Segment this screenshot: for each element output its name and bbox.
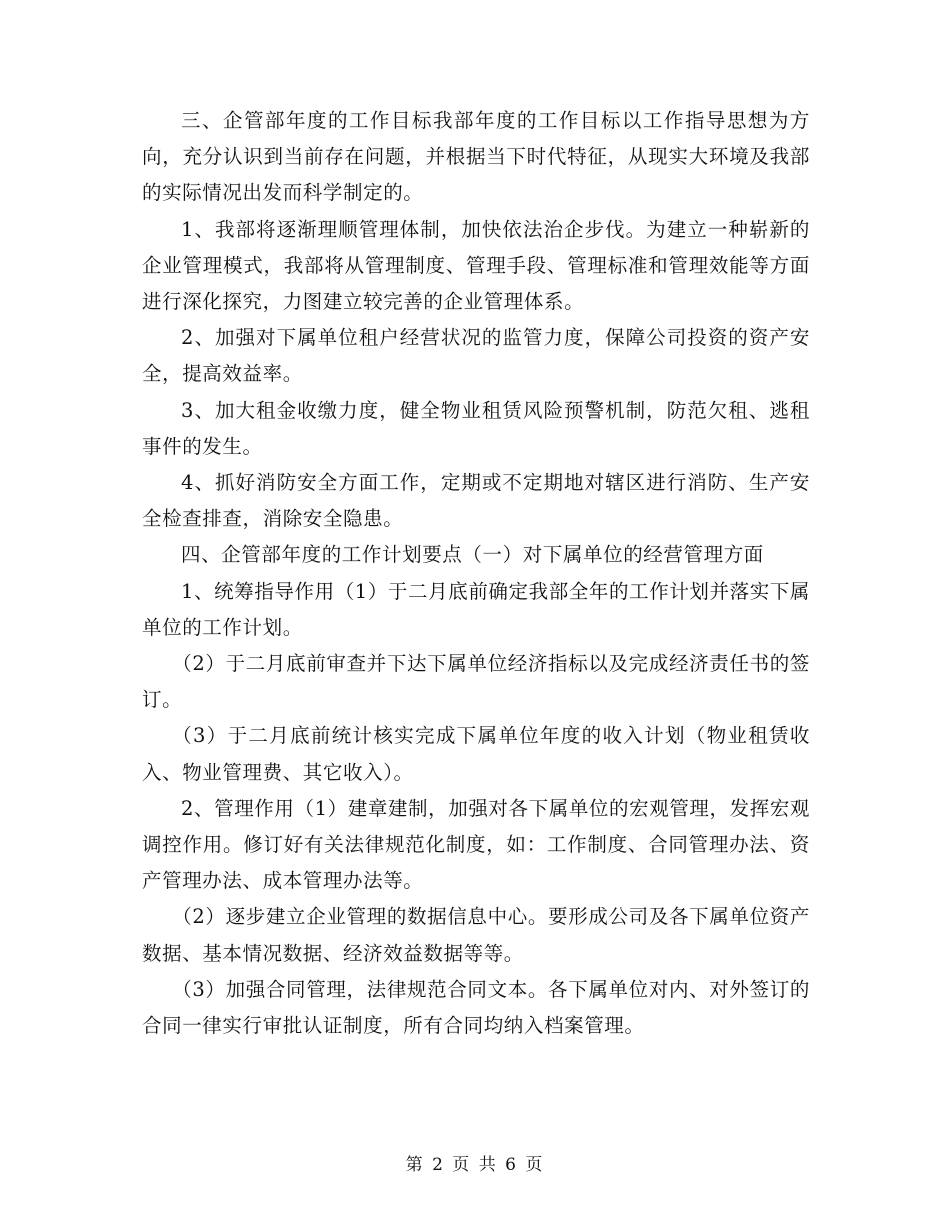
paragraph-goal-4: 4、抓好消防安全方面工作，定期或不定期地对辖区进行消防、生产安全检查排查，消除安全隐患。 [142,471,810,531]
page-number-footer: 第 2 页 共 6 页 [405,1155,545,1175]
paragraph-section-4-plan: 四、企管部年度的工作计划要点（一）对下属单位的经营管理方面 [181,543,764,567]
paragraph-plan-2-3: （3）加强合同管理，法律规范合同文本。各下属单位对内、对外签订的合同一律实行审批认证制度，所有合同均纳入档案管理。 [142,977,810,1038]
paragraph-plan-1-3: （3）于二月底前统计核实完成下属单位年度的收入计划（物业租赁收入、物业管理费、其它收入）。 [142,724,810,784]
document-body [142,103,810,1044]
paragraph-plan-2-2: （2）逐步建立企业管理的数据信息中心。要形成公司及各下属单位资产数据、基本情况数据、经济效益数据等等。 [142,905,810,965]
paragraph-section-3-goals: 三、企管部年度的工作目标我部年度的工作目标以工作指导思想为方向，充分认识到当前存在问题，并根据当下时代特征，从现实大环境及我部的实际情况出发而科学制定的。 [142,109,810,205]
paragraph-goal-1: 1、我部将逐渐理顺管理体制，加快依法治企步伐。为建立一种崭新的企业管理模式，我部将从管理制度、管理手段、管理标准和管理效能等方面进行深化探究，力图建立较完善的企业管理体系。 [142,217,810,314]
paragraph-goal-3: 3、加大租金收缴力度，健全物业租赁风险预警机制，防范欠租、逃租事件的发生。 [142,398,810,458]
paragraph-plan-1: 1、统筹指导作用（1）于二月底前确定我部全年的工作计划并落实下属单位的工作计划。 [142,579,811,639]
paragraph-plan-1-2: （2）于二月底前审查并下达下属单位经济指标以及完成经济责任书的签订。 [142,652,810,712]
paragraph-plan-2: 2、管理作用（1）建章建制，加强对各下属单位的宏观管理，发挥宏观调控作用。修订好有关法律规范化制度，如：工作制度、合同管理办法、资产管理办法、成本管理办法等。 [142,796,811,893]
paragraph-goal-2: 2、加强对下属单位租户经营状况的监管力度，保障公司投资的资产安全，提高效益率。 [142,326,810,386]
